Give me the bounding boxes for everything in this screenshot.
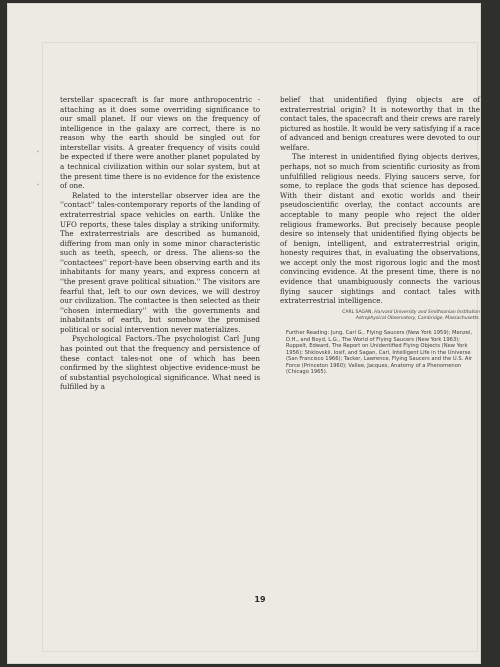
paragraph: The interest in unidentified flying objects derives, perhaps, not so much from scientific curiosity as from unfulfilled religious needs. Flying saucers serve, for some, to replace the gods that science has deposed. With their distant and exotic worlds and their pseudoscientific overlay, the contact accounts are acceptable to many people who reject the older religious frameworks. But precisely because people desire so intensely that unidentified flying objects be of benign, intelligent, and extraterrestrial origin, honesty requires that, in evaluating the observations, we accept only the most rigorous logic and the most convincing evidence. At the present time, there is no evidence that unambiguously connects the various flying saucer sightings and contact tales with extraterrestrial intelligence. [280, 152, 480, 306]
author-signature [280, 310, 480, 322]
left-column [60, 95, 260, 392]
paragraph: Psychological Factors.-The psychologist Carl Jung has pointed out that the frequency and persistence of these contact tales-not one of which has been confirmed by the slightest objective evidence-must be of substantial psychological significance. What need is fulfilled by a [60, 334, 260, 392]
margin-mark: • [36, 149, 40, 156]
paragraph: Related to the interstellar observer idea are the ''contact'' tales-contemporary reports of the landing of extraterrestrial space vehicles on earth. Unlike the UFO reports, these tales display a striking uniformity. The extraterrestrials are described as humanoid, differing from man only in some minor characteristic such as teeth, speech, or dress. The aliens-so the ''contactees'' report-have been observing earth and its inhabitants for many years, and express concern at ''the present grave political situation.'' The visitors are fearful that, left to our own devices, we will destroy our civilization. The contactee is then selected as their ''chosen intermediary'' with the governments and inhabitants of earth, but somehow the promised political or social intervention never materializes. [60, 190, 260, 334]
author-affiliation: Astrophysical Observatory, Cambridge, Massachusetts. [355, 315, 480, 321]
page-number: 19 [254, 595, 266, 604]
further-reading: Further Reading: Jung, Carl G., Flying Saucers (New York 1959); Menzel, D.H., and Boyd, L.G., The World of Flying Saucers (New York 1963); Ruppelt, Edward, The Report on Unidentified Flying Objects (New York 1956); Shklovskii, Iosif, and Sagan, Carl, Intelligent Life in the Universe (San Francisco 1966); Tacker, Lawrence, Flying Saucers and the U.S. Air Force (Princeton 1960); Vallee, Jacques, Anatomy of a Phenomenon (Chicago 1965). [286, 330, 473, 376]
margin-mark: • [36, 182, 40, 189]
author-affiliation: Harvard University and Smithsonian Institution [374, 309, 480, 315]
right-column [280, 95, 480, 376]
paragraph: belief that unidentified flying objects are of extraterrestrial origin? It is noteworthy that in the contact tales, the spacecraft and their crews are rarely pictured as hostile. It would be very satisfying if a race of advanced and benign creatures were devoted to our welfare. [280, 95, 480, 152]
author-name: CARL SAGAN, [342, 309, 373, 315]
paragraph: terstellar spacecraft is far more anthropocentric - attaching as it does some overriding significance to our small planet. If our views on the frequency of intelligence in the galaxy are correct, there is no reason why the earth should be singled out for interstellar visits. A greater frequency of visits could be expected if there were another planet populated by a technical civilization within our solar system, but at the present time there is no evidence for the existence of one. [60, 95, 260, 191]
